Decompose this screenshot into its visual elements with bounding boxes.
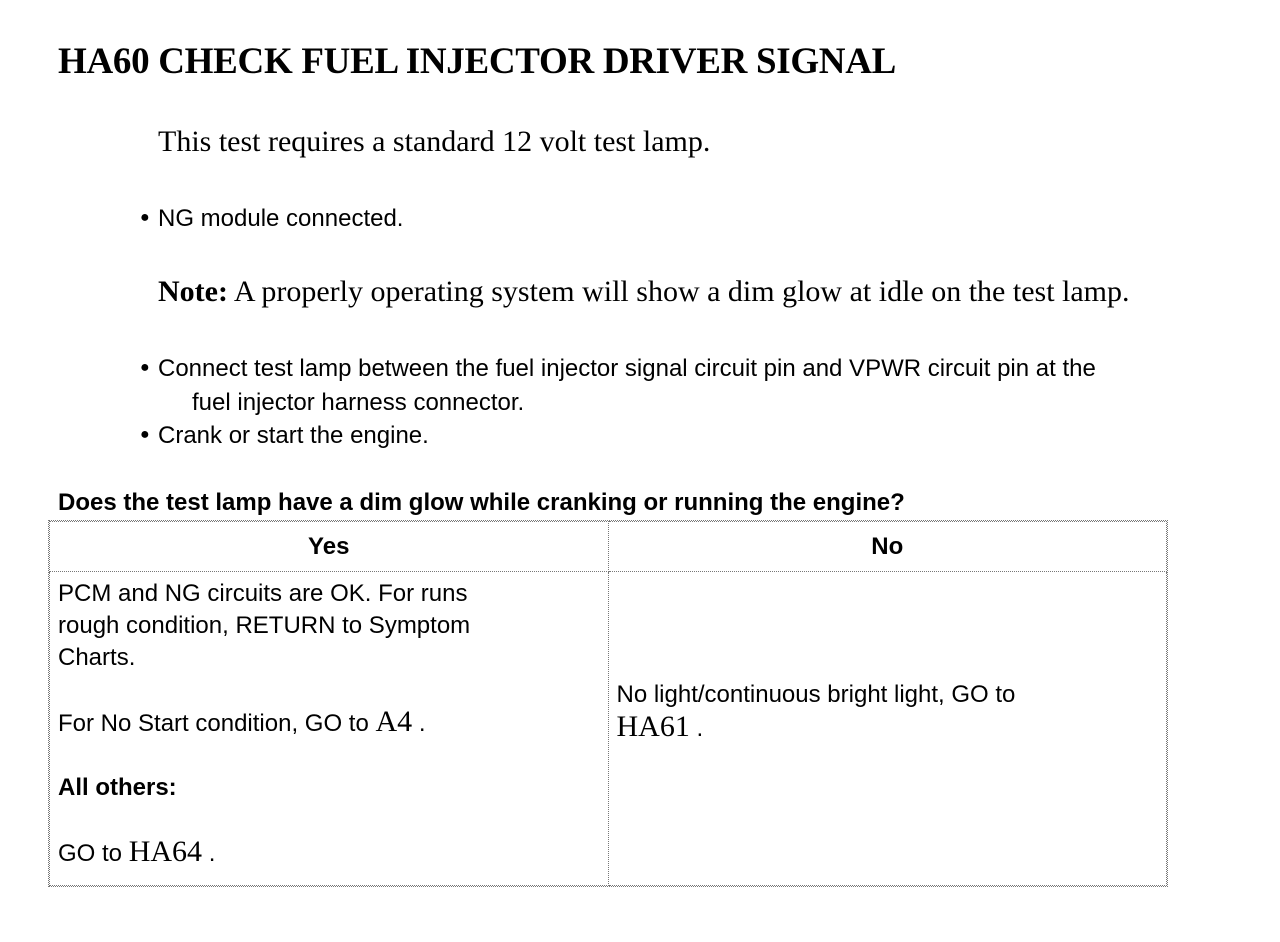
note-label: Note:: [158, 275, 228, 308]
period: .: [696, 714, 704, 742]
yes-cell: [50, 572, 609, 886]
all-others-instruction: [58, 836, 600, 870]
page-title: HA60 CHECK FUEL INJECTOR DRIVER SIGNAL: [58, 41, 897, 82]
table-header-row: [50, 522, 1167, 572]
bullet-icon: ●: [140, 359, 150, 377]
question: Does the test lamp have a dim glow while cranking or running the engine?: [58, 489, 905, 516]
yes-line: Charts.: [58, 644, 136, 671]
link-ha64[interactable]: HA64: [128, 835, 203, 868]
no-cell: [608, 572, 1167, 886]
header-yes: Yes: [50, 522, 609, 572]
bullet-text-continued: fuel injector harness connector.: [192, 389, 525, 417]
no-start-instruction: [58, 706, 600, 740]
table-row: [50, 572, 1167, 886]
bullet-item: [140, 352, 1096, 419]
no-instruction: [617, 711, 1159, 745]
bullet-item: [140, 419, 429, 453]
bullet-icon: ●: [140, 209, 150, 227]
period: .: [208, 840, 216, 867]
link-ha61[interactable]: HA61: [616, 709, 690, 743]
go-to-text: GO to: [58, 840, 123, 867]
all-others-label: All others:: [58, 774, 177, 801]
note-text: A properly operating system will show a dim glow at idle on the test lamp.: [233, 275, 1130, 308]
bullet-text: Crank or start the engine.: [158, 422, 429, 449]
bullet-text: Connect test lamp between the fuel injector signal circuit pin and VPWR circuit pin at the: [158, 355, 1096, 382]
note: [158, 275, 1130, 309]
yes-line: PCM and NG circuits are OK. For runs: [58, 580, 468, 607]
no-line: No light/continuous bright light, GO to: [616, 680, 1016, 708]
no-start-text: For No Start condition, GO to: [58, 710, 369, 737]
result-table: [49, 521, 1167, 886]
yes-line: rough condition, RETURN to Symptom: [58, 612, 471, 639]
header-no: No: [608, 522, 1167, 572]
bullet-icon: ●: [140, 426, 150, 444]
link-a4[interactable]: A4: [375, 705, 413, 738]
bullet-item: [140, 202, 403, 236]
result-table-wrapper: [48, 520, 1168, 887]
period: .: [418, 710, 426, 737]
intro-text: This test requires a standard 12 volt test lamp.: [158, 125, 711, 158]
bullet-text: NG module connected.: [158, 205, 404, 232]
